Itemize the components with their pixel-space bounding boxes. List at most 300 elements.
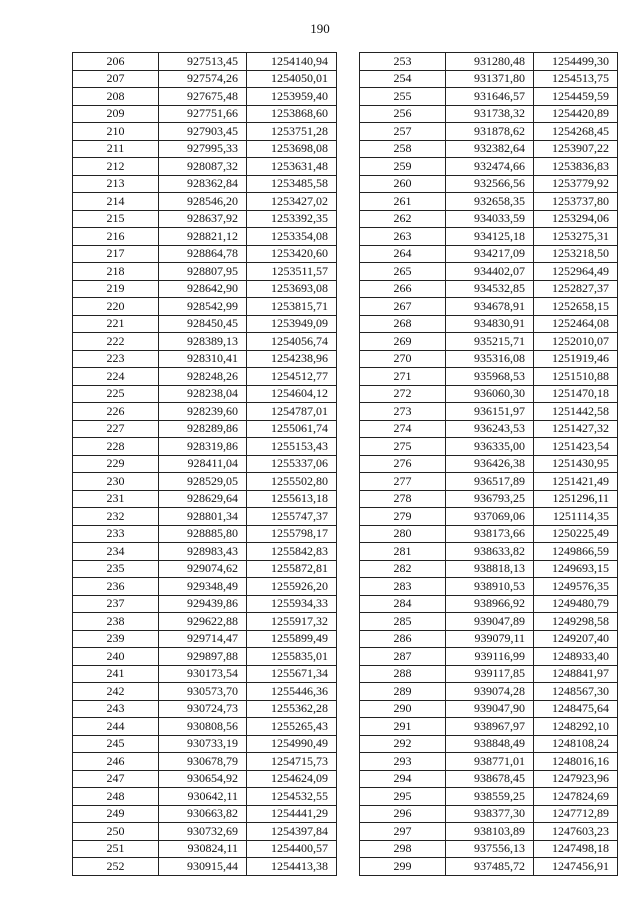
y-coordinate-cell: 1253868,60 — [247, 105, 337, 123]
point-number-cell: 299 — [360, 858, 446, 876]
point-number-cell: 236 — [73, 578, 159, 596]
x-coordinate-cell: 928801,34 — [159, 508, 247, 526]
y-coordinate-cell: 1253631,48 — [247, 158, 337, 176]
table-row — [360, 70, 618, 88]
x-coordinate-cell: 930173,54 — [159, 665, 247, 683]
x-coordinate-cell: 931371,80 — [446, 70, 534, 88]
y-coordinate-cell: 1255899,49 — [247, 630, 337, 648]
y-coordinate-cell: 1248567,30 — [534, 683, 618, 701]
point-number-cell: 209 — [73, 105, 159, 123]
x-coordinate-cell: 936793,25 — [446, 490, 534, 508]
point-number-cell: 216 — [73, 228, 159, 246]
table-row — [360, 718, 618, 736]
x-coordinate-cell: 930915,44 — [159, 858, 247, 876]
point-number-cell: 264 — [360, 245, 446, 263]
table-row — [73, 210, 337, 228]
x-coordinate-cell: 936517,89 — [446, 473, 534, 491]
x-coordinate-cell: 935215,71 — [446, 333, 534, 351]
y-coordinate-cell: 1251442,58 — [534, 403, 618, 421]
point-number-cell: 247 — [73, 770, 159, 788]
table-row — [73, 788, 337, 806]
table-row — [360, 158, 618, 176]
x-coordinate-cell: 928821,12 — [159, 228, 247, 246]
x-coordinate-cell: 928864,78 — [159, 245, 247, 263]
x-coordinate-cell: 937556,13 — [446, 840, 534, 858]
point-number-cell: 262 — [360, 210, 446, 228]
y-coordinate-cell: 1255926,20 — [247, 578, 337, 596]
table-row — [73, 140, 337, 158]
point-number-cell: 285 — [360, 613, 446, 631]
x-coordinate-cell: 930824,11 — [159, 840, 247, 858]
table-row — [73, 630, 337, 648]
x-coordinate-cell: 930642,11 — [159, 788, 247, 806]
x-coordinate-cell: 928450,45 — [159, 315, 247, 333]
y-coordinate-cell: 1253949,09 — [247, 315, 337, 333]
y-coordinate-cell: 1253907,22 — [534, 140, 618, 158]
point-number-cell: 215 — [73, 210, 159, 228]
y-coordinate-cell: 1255362,28 — [247, 700, 337, 718]
x-coordinate-cell: 934217,09 — [446, 245, 534, 263]
y-coordinate-cell: 1247603,23 — [534, 823, 618, 841]
table-row — [360, 560, 618, 578]
x-coordinate-cell: 928238,04 — [159, 385, 247, 403]
x-coordinate-cell: 928529,05 — [159, 473, 247, 491]
x-coordinate-cell: 930808,56 — [159, 718, 247, 736]
point-number-cell: 207 — [73, 70, 159, 88]
table-row — [360, 403, 618, 421]
x-coordinate-cell: 927903,45 — [159, 123, 247, 141]
table-row — [73, 385, 337, 403]
x-coordinate-cell: 931280,48 — [446, 53, 534, 71]
x-coordinate-cell: 938967,97 — [446, 718, 534, 736]
point-number-cell: 223 — [73, 350, 159, 368]
y-coordinate-cell: 1254990,49 — [247, 735, 337, 753]
table-row — [73, 560, 337, 578]
y-coordinate-cell: 1248933,40 — [534, 648, 618, 666]
table-row — [360, 770, 618, 788]
y-coordinate-cell: 1247824,69 — [534, 788, 618, 806]
table-row — [73, 263, 337, 281]
y-coordinate-cell: 1253511,57 — [247, 263, 337, 281]
y-coordinate-cell: 1255842,83 — [247, 543, 337, 561]
x-coordinate-cell: 936151,97 — [446, 403, 534, 421]
point-number-cell: 295 — [360, 788, 446, 806]
x-coordinate-cell: 928319,86 — [159, 438, 247, 456]
x-coordinate-cell: 927675,48 — [159, 88, 247, 106]
x-coordinate-cell: 930663,82 — [159, 805, 247, 823]
table-row — [360, 735, 618, 753]
point-number-cell: 294 — [360, 770, 446, 788]
y-coordinate-cell: 1250225,49 — [534, 525, 618, 543]
point-number-cell: 258 — [360, 140, 446, 158]
y-coordinate-cell: 1254397,84 — [247, 823, 337, 841]
point-number-cell: 288 — [360, 665, 446, 683]
table-row — [73, 473, 337, 491]
point-number-cell: 274 — [360, 420, 446, 438]
table-row — [360, 193, 618, 211]
table-row — [360, 333, 618, 351]
table-row — [73, 700, 337, 718]
point-number-cell: 244 — [73, 718, 159, 736]
y-coordinate-cell: 1254604,12 — [247, 385, 337, 403]
table-row — [73, 403, 337, 421]
table-row — [360, 753, 618, 771]
y-coordinate-cell: 1253959,40 — [247, 88, 337, 106]
x-coordinate-cell: 929074,62 — [159, 560, 247, 578]
x-coordinate-cell: 929439,86 — [159, 595, 247, 613]
point-number-cell: 286 — [360, 630, 446, 648]
table-row — [360, 805, 618, 823]
y-coordinate-cell: 1254459,59 — [534, 88, 618, 106]
table-row — [73, 193, 337, 211]
point-number-cell: 277 — [360, 473, 446, 491]
x-coordinate-cell: 928807,95 — [159, 263, 247, 281]
point-number-cell: 266 — [360, 280, 446, 298]
y-coordinate-cell: 1252658,15 — [534, 298, 618, 316]
point-number-cell: 206 — [73, 53, 159, 71]
table-row — [73, 350, 337, 368]
y-coordinate-cell: 1255934,33 — [247, 595, 337, 613]
point-number-cell: 275 — [360, 438, 446, 456]
y-coordinate-cell: 1248841,97 — [534, 665, 618, 683]
x-coordinate-cell: 928087,32 — [159, 158, 247, 176]
table-row — [73, 595, 337, 613]
y-coordinate-cell: 1253815,71 — [247, 298, 337, 316]
x-coordinate-cell: 937485,72 — [446, 858, 534, 876]
point-number-cell: 217 — [73, 245, 159, 263]
y-coordinate-cell: 1253275,31 — [534, 228, 618, 246]
point-number-cell: 254 — [360, 70, 446, 88]
table-row — [360, 245, 618, 263]
table-row — [360, 525, 618, 543]
point-number-cell: 296 — [360, 805, 446, 823]
table-row — [73, 105, 337, 123]
x-coordinate-cell: 932382,64 — [446, 140, 534, 158]
x-coordinate-cell: 939079,11 — [446, 630, 534, 648]
point-number-cell: 270 — [360, 350, 446, 368]
y-coordinate-cell: 1254715,73 — [247, 753, 337, 771]
point-number-cell: 229 — [73, 455, 159, 473]
x-coordinate-cell: 938173,66 — [446, 525, 534, 543]
point-number-cell: 287 — [360, 648, 446, 666]
table-row — [73, 175, 337, 193]
table-row — [360, 88, 618, 106]
y-coordinate-cell: 1255835,01 — [247, 648, 337, 666]
x-coordinate-cell: 929622,88 — [159, 613, 247, 631]
point-number-cell: 220 — [73, 298, 159, 316]
y-coordinate-cell: 1253354,08 — [247, 228, 337, 246]
x-coordinate-cell: 930654,92 — [159, 770, 247, 788]
x-coordinate-cell: 929714,47 — [159, 630, 247, 648]
table-row — [360, 630, 618, 648]
point-number-cell: 232 — [73, 508, 159, 526]
y-coordinate-cell: 1255613,18 — [247, 490, 337, 508]
point-number-cell: 226 — [73, 403, 159, 421]
x-coordinate-cell: 930573,70 — [159, 683, 247, 701]
x-coordinate-cell: 932658,35 — [446, 193, 534, 211]
table-row — [360, 648, 618, 666]
y-coordinate-cell: 1253779,92 — [534, 175, 618, 193]
table-row — [360, 53, 618, 71]
point-number-cell: 253 — [360, 53, 446, 71]
point-number-cell: 281 — [360, 543, 446, 561]
table-row — [73, 53, 337, 71]
point-number-cell: 261 — [360, 193, 446, 211]
table-row — [360, 700, 618, 718]
x-coordinate-cell: 929348,49 — [159, 578, 247, 596]
x-coordinate-cell: 930678,79 — [159, 753, 247, 771]
table-row — [360, 490, 618, 508]
x-coordinate-cell: 927995,33 — [159, 140, 247, 158]
table-row — [73, 823, 337, 841]
y-coordinate-cell: 1253737,80 — [534, 193, 618, 211]
point-number-cell: 289 — [360, 683, 446, 701]
y-coordinate-cell: 1249693,15 — [534, 560, 618, 578]
y-coordinate-cell: 1253836,83 — [534, 158, 618, 176]
y-coordinate-cell: 1247712,89 — [534, 805, 618, 823]
y-coordinate-cell: 1255153,43 — [247, 438, 337, 456]
point-number-cell: 250 — [73, 823, 159, 841]
x-coordinate-cell: 935968,53 — [446, 368, 534, 386]
point-number-cell: 212 — [73, 158, 159, 176]
point-number-cell: 292 — [360, 735, 446, 753]
table-row — [360, 368, 618, 386]
point-number-cell: 282 — [360, 560, 446, 578]
table-row — [360, 788, 618, 806]
y-coordinate-cell: 1255337,06 — [247, 455, 337, 473]
point-number-cell: 235 — [73, 560, 159, 578]
point-number-cell: 245 — [73, 735, 159, 753]
table-row — [73, 438, 337, 456]
y-coordinate-cell: 1254787,01 — [247, 403, 337, 421]
y-coordinate-cell: 1254238,96 — [247, 350, 337, 368]
x-coordinate-cell: 938818,13 — [446, 560, 534, 578]
table-row — [360, 473, 618, 491]
y-coordinate-cell: 1251296,11 — [534, 490, 618, 508]
x-coordinate-cell: 931878,62 — [446, 123, 534, 141]
point-number-cell: 283 — [360, 578, 446, 596]
y-coordinate-cell: 1248475,64 — [534, 700, 618, 718]
table-row — [360, 228, 618, 246]
point-number-cell: 237 — [73, 595, 159, 613]
x-coordinate-cell: 937069,06 — [446, 508, 534, 526]
point-number-cell: 240 — [73, 648, 159, 666]
table-row — [73, 735, 337, 753]
x-coordinate-cell: 934125,18 — [446, 228, 534, 246]
y-coordinate-cell: 1254532,55 — [247, 788, 337, 806]
table-row — [360, 385, 618, 403]
point-number-cell: 273 — [360, 403, 446, 421]
y-coordinate-cell: 1255446,36 — [247, 683, 337, 701]
y-coordinate-cell: 1251114,35 — [534, 508, 618, 526]
x-coordinate-cell: 939047,90 — [446, 700, 534, 718]
x-coordinate-cell: 934830,91 — [446, 315, 534, 333]
table-row — [73, 858, 337, 876]
y-coordinate-cell: 1252827,37 — [534, 280, 618, 298]
point-number-cell: 238 — [73, 613, 159, 631]
point-number-cell: 228 — [73, 438, 159, 456]
point-number-cell: 265 — [360, 263, 446, 281]
x-coordinate-cell: 928629,64 — [159, 490, 247, 508]
x-coordinate-cell: 928983,43 — [159, 543, 247, 561]
table-row — [73, 368, 337, 386]
y-coordinate-cell: 1255671,34 — [247, 665, 337, 683]
table-row — [360, 140, 618, 158]
y-coordinate-cell: 1253420,60 — [247, 245, 337, 263]
point-number-cell: 214 — [73, 193, 159, 211]
table-row — [360, 315, 618, 333]
table-row — [73, 613, 337, 631]
table-row — [360, 420, 618, 438]
point-number-cell: 297 — [360, 823, 446, 841]
table-row — [73, 333, 337, 351]
table-row — [73, 578, 337, 596]
y-coordinate-cell: 1255747,37 — [247, 508, 337, 526]
table-row — [73, 683, 337, 701]
x-coordinate-cell: 938633,82 — [446, 543, 534, 561]
table-row — [360, 298, 618, 316]
y-coordinate-cell: 1254512,77 — [247, 368, 337, 386]
x-coordinate-cell: 929897,88 — [159, 648, 247, 666]
x-coordinate-cell: 938771,01 — [446, 753, 534, 771]
point-number-cell: 298 — [360, 840, 446, 858]
table-row — [360, 613, 618, 631]
point-number-cell: 276 — [360, 455, 446, 473]
x-coordinate-cell: 928542,99 — [159, 298, 247, 316]
table-row — [73, 525, 337, 543]
x-coordinate-cell: 939047,89 — [446, 613, 534, 631]
point-number-cell: 291 — [360, 718, 446, 736]
point-number-cell: 227 — [73, 420, 159, 438]
table-row — [360, 840, 618, 858]
y-coordinate-cell: 1253693,08 — [247, 280, 337, 298]
x-coordinate-cell: 934678,91 — [446, 298, 534, 316]
y-coordinate-cell: 1253485,58 — [247, 175, 337, 193]
table-row — [360, 210, 618, 228]
point-number-cell: 239 — [73, 630, 159, 648]
point-number-cell: 293 — [360, 753, 446, 771]
y-coordinate-cell: 1247498,18 — [534, 840, 618, 858]
y-coordinate-cell: 1249298,58 — [534, 613, 618, 631]
point-number-cell: 257 — [360, 123, 446, 141]
table-row — [360, 123, 618, 141]
table-row — [73, 88, 337, 106]
point-number-cell: 267 — [360, 298, 446, 316]
x-coordinate-cell: 934402,07 — [446, 263, 534, 281]
x-coordinate-cell: 928546,20 — [159, 193, 247, 211]
point-number-cell: 290 — [360, 700, 446, 718]
x-coordinate-cell: 938377,30 — [446, 805, 534, 823]
y-coordinate-cell: 1251919,46 — [534, 350, 618, 368]
x-coordinate-cell: 936426,38 — [446, 455, 534, 473]
table-row — [360, 350, 618, 368]
x-coordinate-cell: 928642,90 — [159, 280, 247, 298]
point-number-cell: 210 — [73, 123, 159, 141]
table-row — [360, 823, 618, 841]
x-coordinate-cell: 939074,28 — [446, 683, 534, 701]
point-number-cell: 260 — [360, 175, 446, 193]
y-coordinate-cell: 1255061,74 — [247, 420, 337, 438]
y-coordinate-cell: 1254624,09 — [247, 770, 337, 788]
table-row — [73, 770, 337, 788]
x-coordinate-cell: 930724,73 — [159, 700, 247, 718]
point-number-cell: 271 — [360, 368, 446, 386]
table-row — [73, 648, 337, 666]
point-number-cell: 224 — [73, 368, 159, 386]
y-coordinate-cell: 1247923,96 — [534, 770, 618, 788]
y-coordinate-cell: 1255917,32 — [247, 613, 337, 631]
x-coordinate-cell: 932566,56 — [446, 175, 534, 193]
table-row — [73, 420, 337, 438]
y-coordinate-cell: 1254499,30 — [534, 53, 618, 71]
table-row — [73, 123, 337, 141]
y-coordinate-cell: 1252964,49 — [534, 263, 618, 281]
table-row — [73, 228, 337, 246]
point-number-cell: 213 — [73, 175, 159, 193]
x-coordinate-cell: 928389,13 — [159, 333, 247, 351]
x-coordinate-cell: 927751,66 — [159, 105, 247, 123]
point-number-cell: 222 — [73, 333, 159, 351]
table-row — [73, 543, 337, 561]
x-coordinate-cell: 928310,41 — [159, 350, 247, 368]
y-coordinate-cell: 1249207,40 — [534, 630, 618, 648]
table-row — [360, 175, 618, 193]
table-row — [73, 840, 337, 858]
point-number-cell: 272 — [360, 385, 446, 403]
table-row — [360, 105, 618, 123]
x-coordinate-cell: 938910,53 — [446, 578, 534, 596]
point-number-cell: 243 — [73, 700, 159, 718]
table-row — [73, 665, 337, 683]
x-coordinate-cell: 939116,99 — [446, 648, 534, 666]
point-number-cell: 249 — [73, 805, 159, 823]
x-coordinate-cell: 927574,26 — [159, 70, 247, 88]
point-number-cell: 251 — [73, 840, 159, 858]
x-coordinate-cell: 938103,89 — [446, 823, 534, 841]
y-coordinate-cell: 1254413,38 — [247, 858, 337, 876]
table-row — [73, 158, 337, 176]
table-row — [360, 455, 618, 473]
y-coordinate-cell: 1251423,54 — [534, 438, 618, 456]
y-coordinate-cell: 1255798,17 — [247, 525, 337, 543]
table-row — [360, 665, 618, 683]
point-number-cell: 280 — [360, 525, 446, 543]
point-number-cell: 219 — [73, 280, 159, 298]
table-row — [73, 280, 337, 298]
y-coordinate-cell: 1254140,94 — [247, 53, 337, 71]
table-row — [73, 315, 337, 333]
point-number-cell: 225 — [73, 385, 159, 403]
table-row — [73, 753, 337, 771]
table-row — [360, 438, 618, 456]
table-row — [360, 683, 618, 701]
point-number-cell: 242 — [73, 683, 159, 701]
table-row — [360, 280, 618, 298]
table-row — [360, 263, 618, 281]
y-coordinate-cell: 1255265,43 — [247, 718, 337, 736]
point-number-cell: 233 — [73, 525, 159, 543]
point-number-cell: 263 — [360, 228, 446, 246]
x-coordinate-cell: 938678,45 — [446, 770, 534, 788]
table-row — [73, 508, 337, 526]
table-row — [73, 298, 337, 316]
y-coordinate-cell: 1253751,28 — [247, 123, 337, 141]
point-number-cell: 259 — [360, 158, 446, 176]
table-row — [360, 543, 618, 561]
x-coordinate-cell: 930733,19 — [159, 735, 247, 753]
point-number-cell: 230 — [73, 473, 159, 491]
y-coordinate-cell: 1252464,08 — [534, 315, 618, 333]
